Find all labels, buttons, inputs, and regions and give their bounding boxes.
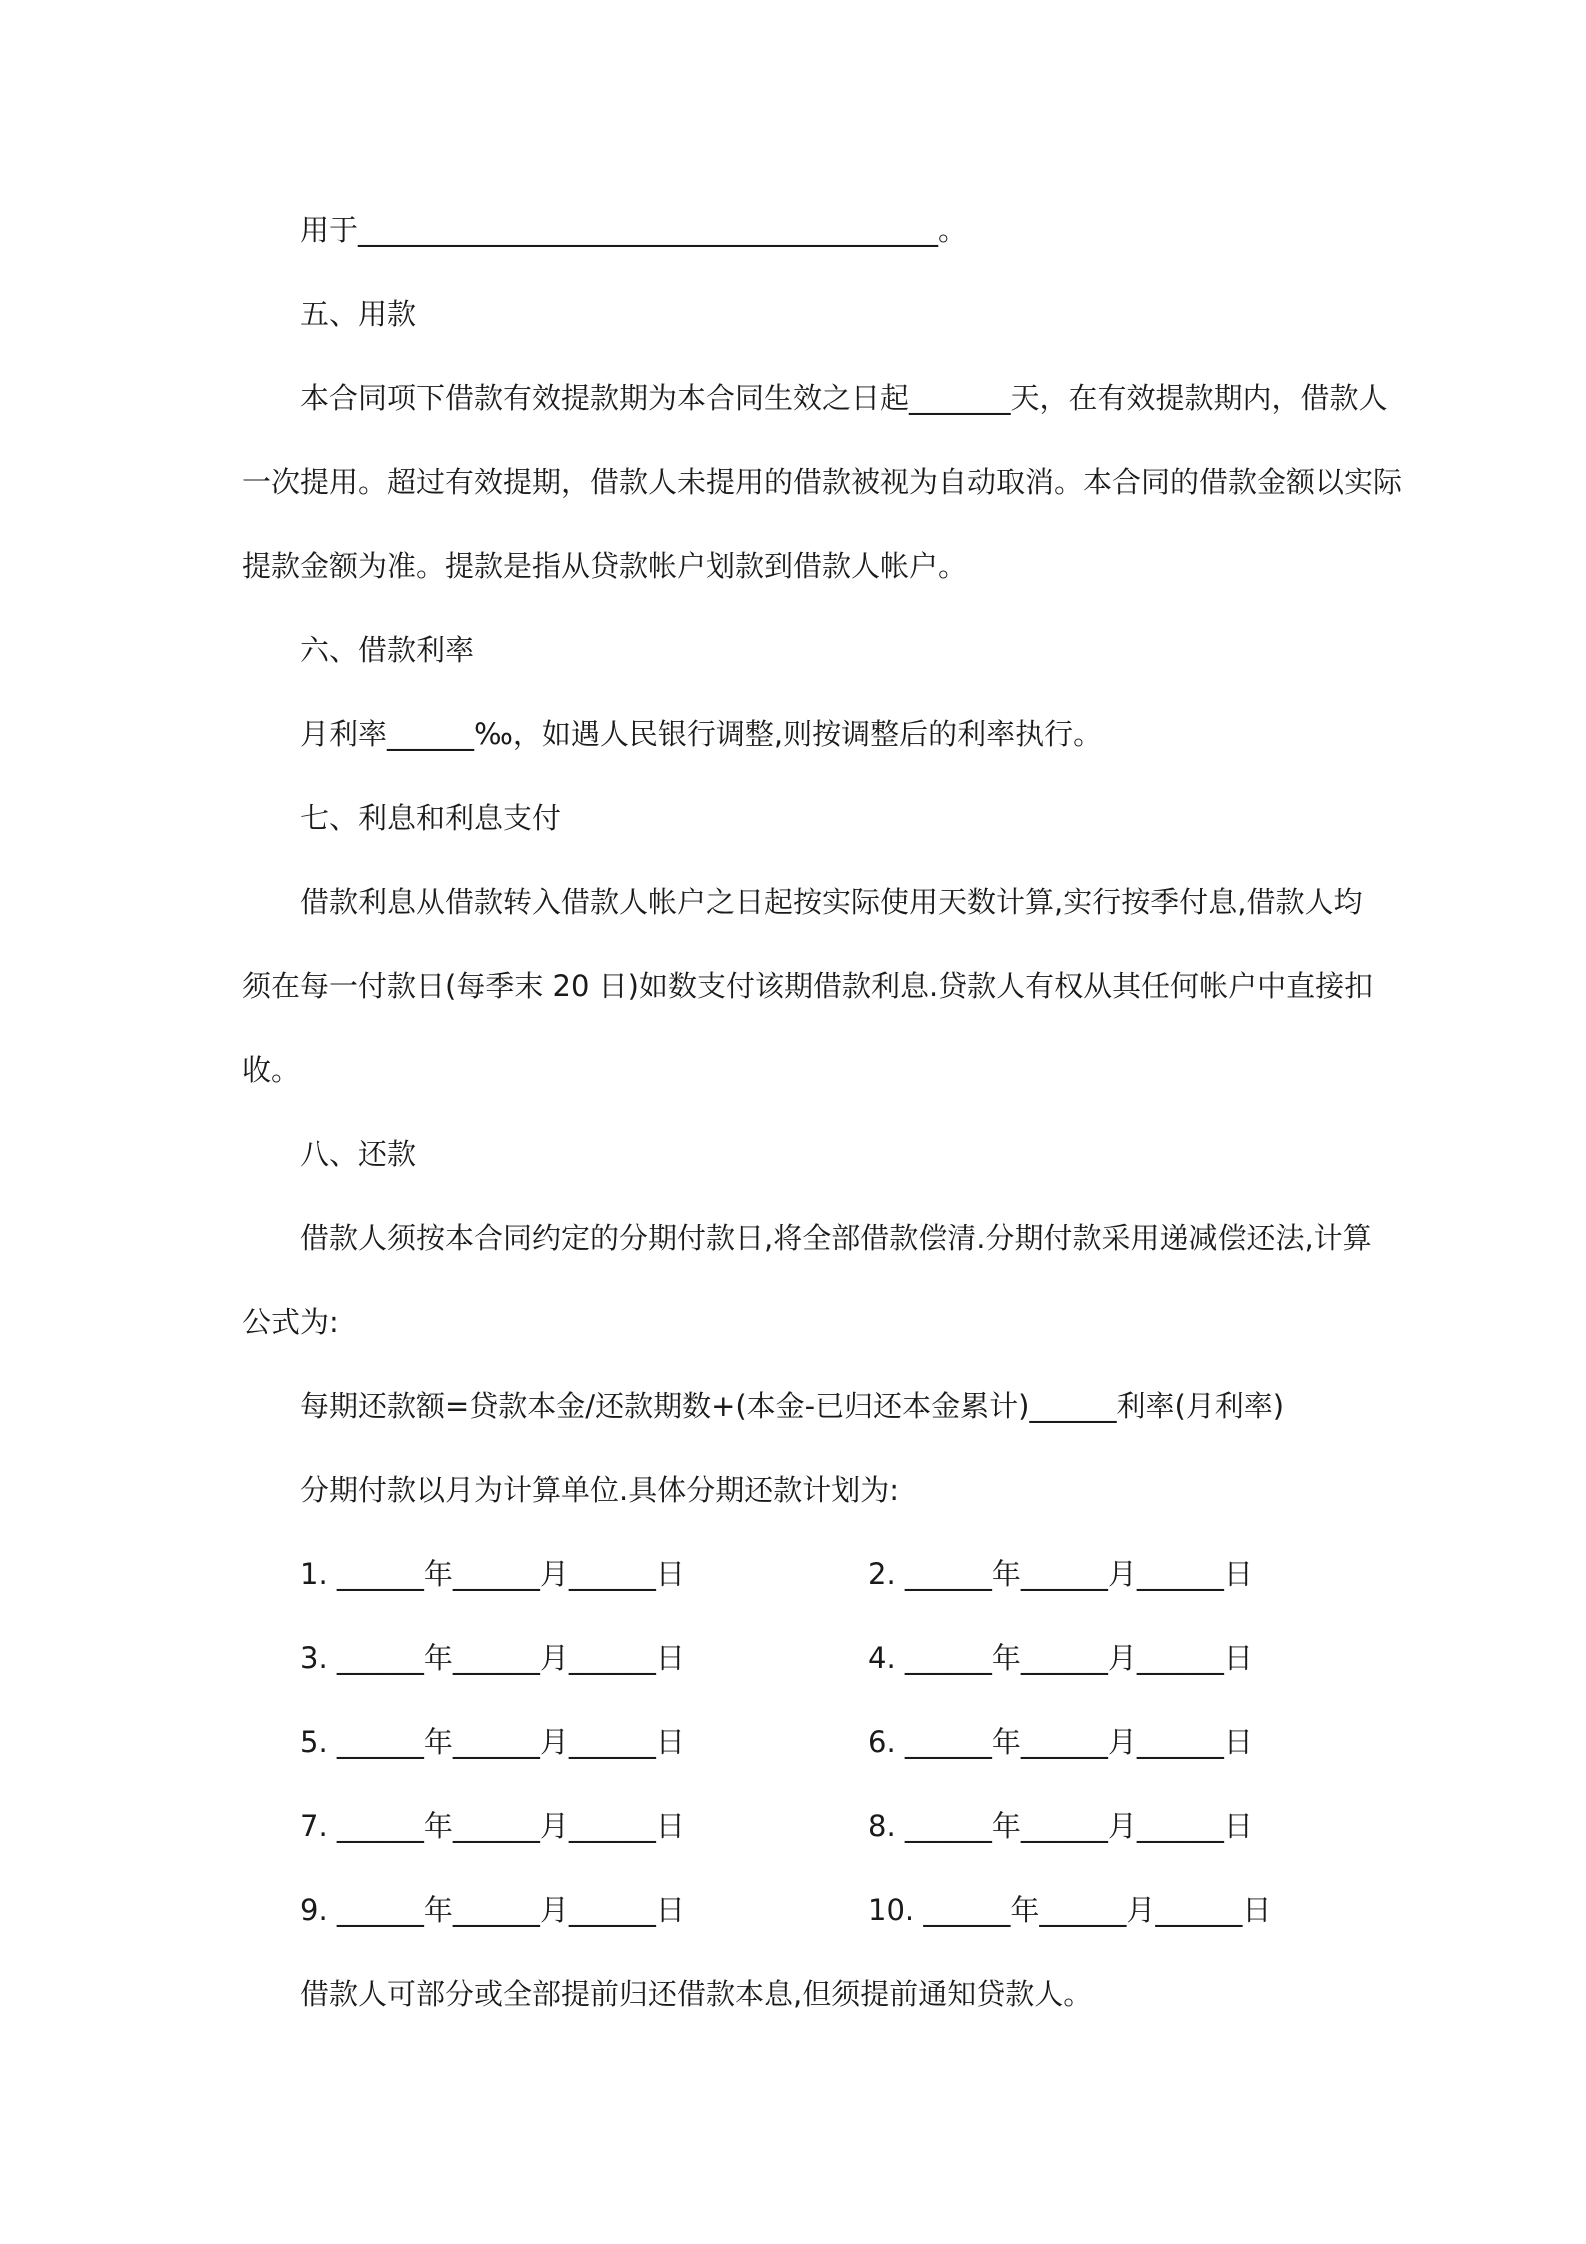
section-5-paragraph-line-1: 本合同项下借款有效提款期为本合同生效之日起_______天，在有效提款期内，借款人 — [300, 381, 1388, 415]
section-5-paragraph-line-2: 一次提用。超过有效提期，借款人未提用的借款被视为自动取消。本合同的借款金额以实际 — [242, 465, 1403, 499]
section-7-paragraph-line-1: 借款利息从借款转入借款人帐户之日起按实际使用天数计算,实行按季付息,借款人均 — [300, 885, 1363, 919]
repayment-formula: 每期还款额=贷款本金/还款期数+(本金-已归还本金累计)______利率(月利率) — [300, 1389, 1285, 1423]
closing-note: 借款人可部分或全部提前归还借款本息,但须提前通知贷款人。 — [300, 1977, 1093, 2011]
schedule-item-6: 6. ______年______月______日 — [868, 1725, 1253, 1759]
section-6-heading: 六、借款利率 — [300, 633, 475, 667]
section-7-heading: 七、利息和利息支付 — [300, 801, 562, 835]
schedule-item-4: 4. ______年______月______日 — [868, 1641, 1253, 1675]
section-6-paragraph: 月利率______‰，如遇人民银行调整,则按调整后的利率执行。 — [300, 717, 1103, 751]
schedule-item-8: 8. ______年______月______日 — [868, 1809, 1253, 1843]
schedule-item-10: 10. ______年______月______日 — [868, 1893, 1272, 1927]
section-5-paragraph-line-3: 提款金额为准。提款是指从贷款帐户划款到借款人帐户。 — [242, 549, 968, 583]
section-8-heading: 八、还款 — [300, 1137, 417, 1171]
usage-line: 用于________________________________________。 — [300, 213, 968, 247]
section-7-paragraph-line-3: 收。 — [242, 1053, 301, 1087]
section-5-heading: 五、用款 — [300, 297, 417, 331]
schedule-item-7: 7. ______年______月______日 — [300, 1809, 685, 1843]
schedule-item-3: 3. ______年______月______日 — [300, 1641, 685, 1675]
schedule-item-5: 5. ______年______月______日 — [300, 1725, 685, 1759]
schedule-item-2: 2. ______年______月______日 — [868, 1557, 1253, 1591]
section-7-paragraph-line-2: 须在每一付款日(每季末 20 日)如数支付该期借款利息.贷款人有权从其任何帐户中直接扣 — [242, 969, 1374, 1003]
schedule-item-9: 9. ______年______月______日 — [300, 1893, 685, 1927]
section-8-paragraph-line-1: 借款人须按本合同约定的分期付款日,将全部借款偿清.分期付款采用递减偿还法,计算 — [300, 1221, 1372, 1255]
schedule-item-1: 1. ______年______月______日 — [300, 1557, 685, 1591]
schedule-intro: 分期付款以月为计算单位.具体分期还款计划为: — [300, 1473, 899, 1507]
section-8-paragraph-line-2: 公式为: — [242, 1305, 339, 1339]
